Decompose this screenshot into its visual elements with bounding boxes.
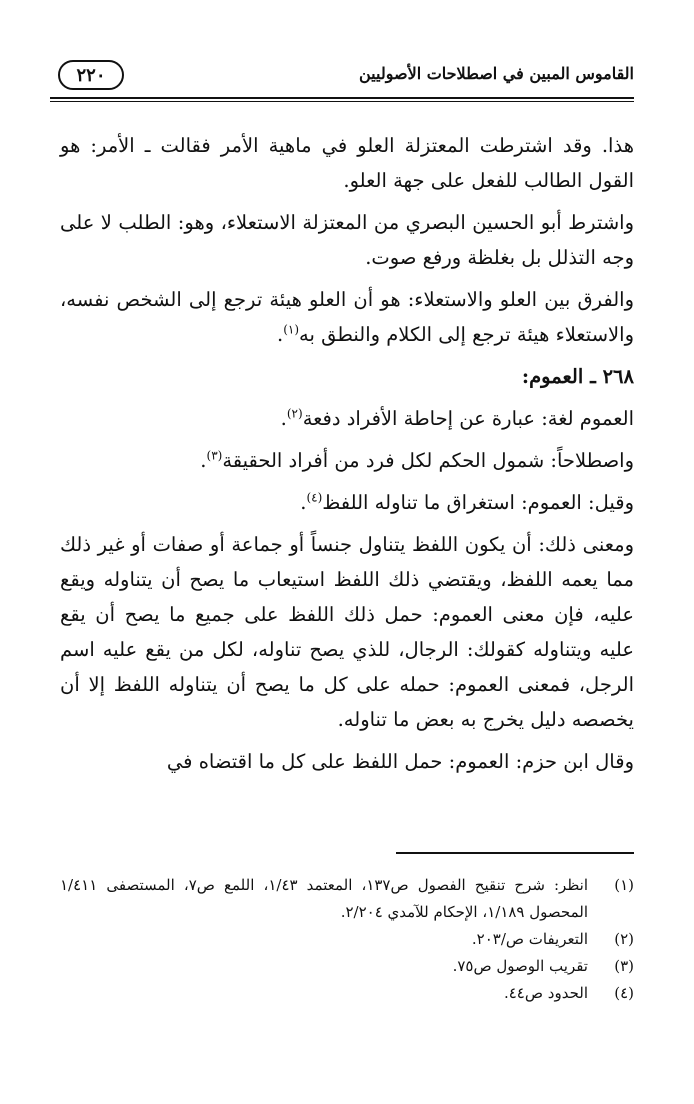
body-text <box>60 128 634 786</box>
footnote-number: (٣) <box>614 957 634 975</box>
paragraph-alternative-definition <box>60 485 634 520</box>
paragraph-linguistic-definition <box>60 401 634 436</box>
footnote-item <box>60 980 634 1007</box>
footnote-ref-1[interactable]: (١) <box>283 322 300 337</box>
paragraph-technical-definition <box>60 443 634 478</box>
page-header <box>50 56 634 102</box>
header-rule <box>50 97 634 99</box>
paragraph-abu-al-husayn: واشترط أبو الحسين البصري من المعتزلة الاستعلاء، وهو: الطلب لا على وجه التذلل بل بغلظة ورفع صوت. <box>60 211 634 269</box>
section-heading: ٢٦٨ ـ العموم: <box>521 365 634 388</box>
page-number: ٢٢٠ <box>58 60 124 90</box>
footnote-item <box>60 953 634 980</box>
footnote-ref-2[interactable]: (٢) <box>286 406 303 421</box>
footnote-ref-3[interactable]: (٣) <box>206 448 223 463</box>
paragraph-difference <box>60 282 634 352</box>
paragraph-mutazila-condition: هذا. وقد اشترطت المعتزلة العلو في ماهية الأمر فقالت ـ الأمر: هو القول الطالب للفعل على جهة العلو. <box>60 134 634 192</box>
footnote-number: (٢) <box>614 930 634 948</box>
footnote-item <box>60 926 634 953</box>
running-title: القاموس المبين في اصطلاحات الأصوليين <box>359 64 634 83</box>
footnote-text: الحدود ص٤٤. <box>503 984 588 1002</box>
footnotes <box>60 872 634 1007</box>
footnote-number: (٤) <box>614 984 634 1002</box>
paragraph-end: . <box>280 407 287 430</box>
footnote-separator <box>396 852 634 854</box>
paragraph-text: واصطلاحاً: شمول الحكم لكل فرد من أفراد الحقيقة <box>222 449 634 472</box>
paragraph-text: والفرق بين العلو والاستعلاء: هو أن العلو هيئة ترجع إلى الشخص نفسه، والاستعلاء هيئة ترجع إلى الكلام والنطق به <box>60 288 634 346</box>
paragraph-end: . <box>200 449 207 472</box>
footnote-ref-4[interactable]: (٤) <box>306 490 323 505</box>
footnote-item <box>60 872 634 926</box>
paragraph-end: . <box>300 491 307 514</box>
header-rule-thin <box>50 101 634 102</box>
footnote-text: التعريفات ص/٢٠٣. <box>471 930 588 948</box>
paragraph-text: وقيل: العموم: استغراق ما تناوله اللفظ <box>322 491 634 514</box>
paragraph-explanation: ومعنى ذلك: أن يكون اللفظ يتناول جنساً أو جماعة أو صفات أو غير ذلك مما يعمه اللفظ، ويقتضي ذلك اللفظ استيعاب ما يصح أن يتناوله ويقع عليه، فإن معنى العموم: حمل ذلك اللفظ على جميع ما يصح أن يقع عليه ويتناوله كقولك: الرجال، للذي يصح تناوله، لكل من يقع عليه اسم الرجل، فمعنى العموم: حمله على كل ما يصح أن يتناوله اللفظ إلا أن يخصصه دليل يخرج به بعض ما تناوله. <box>60 533 634 731</box>
paragraph-text: العموم لغة: عبارة عن إحاطة الأفراد دفعة <box>302 407 634 430</box>
footnote-text: انظر: شرح تنقيح الفصول ص١٣٧، المعتمد ١/٤٣، اللمع ص٧، المستصفى ١/٤١١ المحصول ١/١٨٩، الإحكام للآمدي ٢/٢٠٤. <box>60 876 588 921</box>
footnote-text: تقريب الوصول ص٧٥. <box>452 957 588 975</box>
footnote-number: (١) <box>614 876 634 894</box>
paragraph-end: . <box>277 323 284 346</box>
paragraph-ibn-hazm: وقال ابن حزم: العموم: حمل اللفظ على كل ما اقتضاه في <box>166 750 634 773</box>
